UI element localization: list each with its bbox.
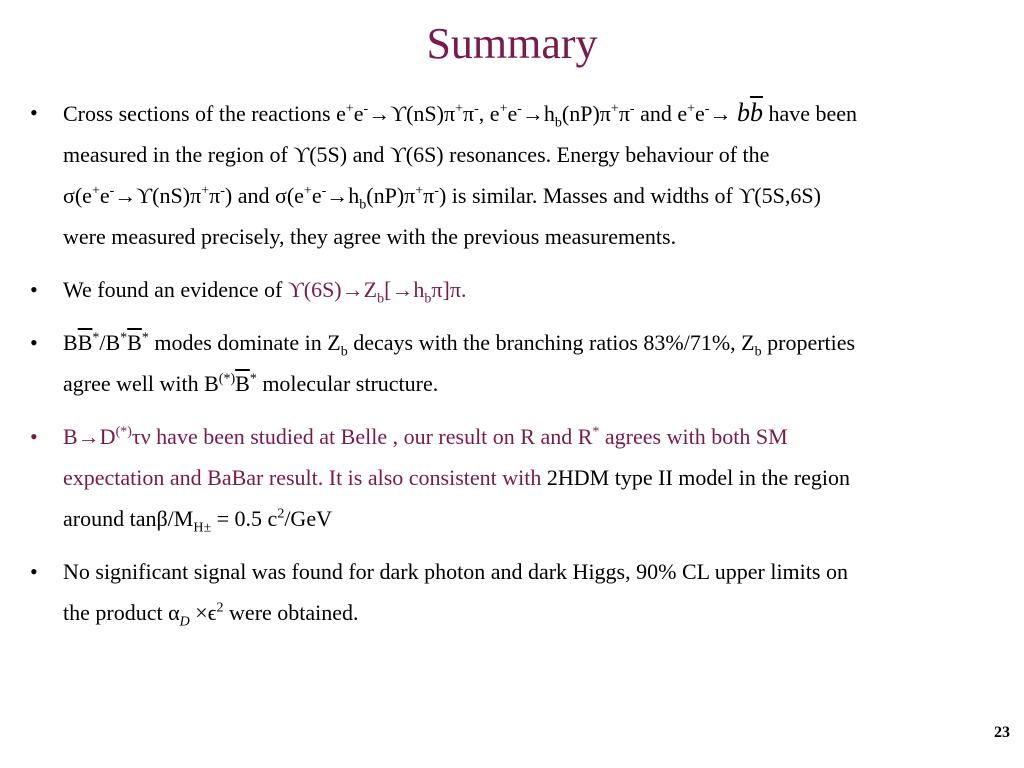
text-run: were obtained. <box>223 600 359 625</box>
bullet-list <box>30 92 1005 645</box>
text-run-overlined: $\overline{B}$ <box>235 371 250 396</box>
superscript: + <box>499 101 508 117</box>
bullet-text <box>63 269 1005 310</box>
text-run: π <box>423 183 435 208</box>
text-run: around tanβ/M <box>63 506 194 531</box>
superscript: + <box>303 183 312 199</box>
bullet-text <box>63 322 1005 404</box>
text-run: ) and σ(e <box>224 183 304 208</box>
subscript: D <box>179 614 190 630</box>
superscript: * <box>592 424 600 440</box>
bullet-item-cross-sections <box>30 92 1005 257</box>
bullet-dot: • <box>30 330 38 355</box>
text-run: (nP)π <box>561 101 611 126</box>
superscript: * <box>249 371 257 387</box>
text-run: → <box>709 101 737 126</box>
superscript: (*) <box>115 424 132 440</box>
text-run: the product α <box>63 600 180 625</box>
subscript: b <box>754 344 762 360</box>
text-run: →h <box>521 101 555 126</box>
bullet-dot: • <box>30 100 38 125</box>
bullet-item-evidence <box>30 269 1005 310</box>
superscript: (*) <box>218 371 236 387</box>
bullet-text <box>63 416 1005 539</box>
superscript: + <box>415 183 424 199</box>
bullet-text <box>63 92 1005 257</box>
text-run: π <box>618 101 630 126</box>
superscript: + <box>610 101 619 117</box>
text-run: measured in the region of ϒ(5S) and ϒ(6S) resonances. Energy behaviour of the <box>63 142 770 167</box>
text-run: Cross sections of the reactions e <box>63 101 346 126</box>
text-run: B <box>63 330 78 355</box>
superscript: - <box>434 183 439 199</box>
text-run: π <box>463 101 475 126</box>
superscript: - <box>220 183 225 199</box>
superscript: - <box>629 101 635 117</box>
superscript: + <box>345 101 354 117</box>
bullet-dot: • <box>30 277 38 302</box>
text-run: decays with the branching ratios 83%/71%, Z <box>347 330 755 355</box>
text-run: ϒ(6S)→Z <box>287 277 378 302</box>
highlighted-decay <box>287 277 467 307</box>
superscript: + <box>687 101 696 117</box>
subscript: b <box>377 291 385 307</box>
anti-b-quark-symbol: $\overline{b}$ <box>749 98 763 127</box>
page-number: 23 <box>994 724 1010 741</box>
superscript: - <box>363 101 369 117</box>
superscript: + <box>201 183 210 199</box>
text-run: π]π. <box>431 277 467 302</box>
text-run: ) is similar. Masses and widths of ϒ(5S,6S) <box>438 183 821 208</box>
text-run: = 0.5 c <box>211 506 278 531</box>
bullet-item-zb-decays <box>30 322 1005 404</box>
superscript: * <box>141 330 149 346</box>
text-run: were measured precisely, they agree with the previous measurements. <box>63 224 677 249</box>
text-run: e <box>353 101 364 126</box>
text-run: 2HDM type II model in the region <box>546 465 850 490</box>
subscript: H± <box>193 520 212 536</box>
text-run: π <box>209 183 221 208</box>
superscript: - <box>109 183 115 199</box>
superscript: - <box>517 101 522 117</box>
text-run: molecular structure. <box>256 371 439 396</box>
text-run: →ϒ(nS)π <box>368 101 456 126</box>
text-run: e <box>695 101 705 126</box>
bullet-item-b-to-d-tau-nu <box>30 416 1005 539</box>
text-run: τν have been studied at Belle , our result on R and R <box>131 424 593 449</box>
text-run: →ϒ(nS)π <box>114 183 202 208</box>
text-run: /B <box>99 330 121 355</box>
superscript: - <box>474 101 479 117</box>
subscript: b <box>359 197 367 213</box>
bullet-item-dark-sector <box>30 551 1005 633</box>
superscript: + <box>455 101 464 117</box>
text-run: e <box>99 183 110 208</box>
bullet-dot: • <box>30 559 38 584</box>
superscript: * <box>92 330 100 346</box>
text-run: (nP)π <box>366 183 416 208</box>
text-run: σ(e <box>63 183 92 208</box>
b-quark-symbol: b <box>736 98 750 127</box>
bullet-dot: • <box>30 424 38 449</box>
text-run: and e <box>634 101 688 126</box>
text-run: B→D <box>63 424 116 449</box>
superscript: - <box>321 183 327 199</box>
page-title: Summary <box>426 19 598 68</box>
text-run: [→h <box>384 277 425 302</box>
text-run: agrees with both SM <box>599 424 788 449</box>
text-run-overlined: $\overline{B}$ <box>127 330 142 355</box>
superscript: + <box>91 183 100 199</box>
superscript: - <box>704 101 710 117</box>
text-run: have been <box>762 101 858 126</box>
bullet-text <box>63 551 1005 633</box>
text-run: No significant signal was found for dark photon and dark Higgs, 90% CL upper limits on <box>63 559 848 584</box>
text-run: e <box>507 101 518 126</box>
text-run-overlined: $\overline{B}$ <box>77 330 93 355</box>
text-run: expectation and BaBar result. It is also consistent with <box>63 465 547 490</box>
text-run: We found an evidence of <box>63 277 288 302</box>
subscript: b <box>554 115 562 131</box>
text-run: e <box>311 183 322 208</box>
subscript: b <box>340 344 348 360</box>
text-run: agree well with B <box>63 371 219 396</box>
superscript: * <box>120 330 128 346</box>
text-run: , e <box>478 101 500 126</box>
text-run: →h <box>326 183 360 208</box>
text-run: properties <box>761 330 856 355</box>
superscript: 2 <box>216 600 224 616</box>
text-run: ×ϵ <box>189 600 217 625</box>
superscript: 2 <box>277 506 285 522</box>
text-run: /GeV <box>284 506 332 531</box>
text-run: modes dominate in Z <box>148 330 341 355</box>
subscript: b <box>424 291 432 307</box>
